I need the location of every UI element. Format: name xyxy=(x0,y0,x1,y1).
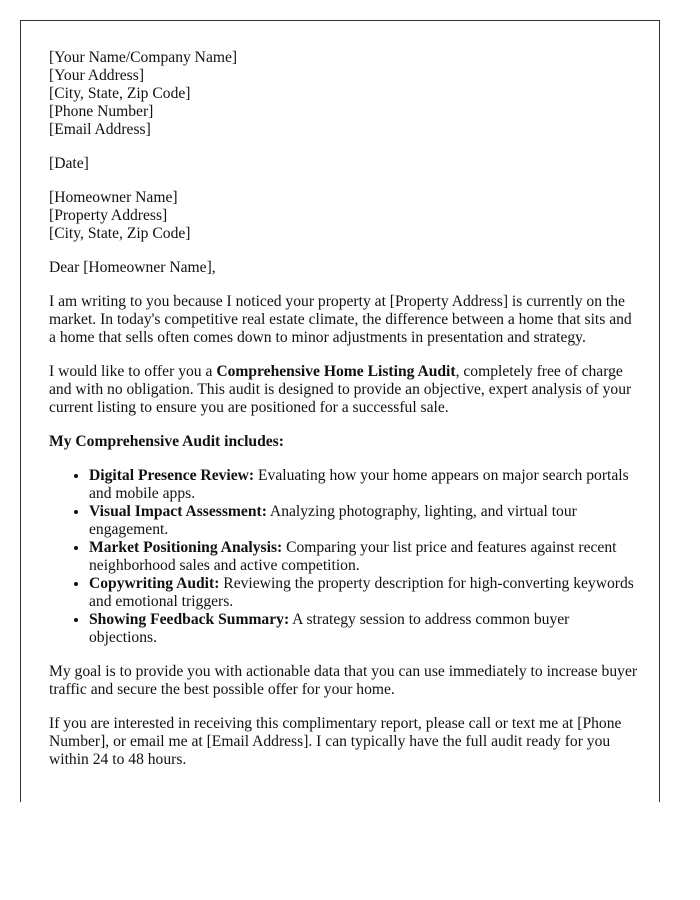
offer-prefix: I would like to offer you a xyxy=(49,363,217,380)
sender-city-state-zip: [City, State, Zip Code] xyxy=(49,85,191,102)
letter-date: [Date] xyxy=(49,155,89,172)
sender-block xyxy=(49,49,639,139)
letter-page xyxy=(20,20,660,802)
list-item xyxy=(89,575,639,611)
goal-paragraph: My goal is to provide you with actionable data that you can use immediately to increase buyer traffic and secure the best possible offer for your home. xyxy=(49,663,638,698)
offer-title: Comprehensive Home Listing Audit xyxy=(216,363,456,380)
list-item xyxy=(89,467,639,503)
item-text: Analyzing photography, lighting, and virtual tour engagement. xyxy=(89,503,577,538)
recipient-block xyxy=(49,189,639,243)
item-text: Reviewing the property description for high-converting keywords and emotional triggers. xyxy=(89,575,634,610)
recipient-address: [Property Address] xyxy=(49,207,168,224)
list-item xyxy=(89,503,639,539)
sender-phone: [Phone Number] xyxy=(49,103,154,120)
sender-address: [Your Address] xyxy=(49,67,145,84)
recipient-city-state-zip: [City, State, Zip Code] xyxy=(49,225,191,242)
item-title: Digital Presence Review: xyxy=(89,467,255,484)
sender-email: [Email Address] xyxy=(49,121,151,138)
item-text: Comparing your list price and features against recent neighborhood sales and active competition. xyxy=(89,539,617,574)
contact-paragraph: If you are interested in receiving this complimentary report, please call or text me at [Phone Number], or email me at [Email Address]. I can typically have the full audit ready for you within 24 to 48 hours. xyxy=(49,715,622,768)
includes-heading-text: My Comprehensive Audit includes: xyxy=(49,433,284,450)
item-title: Market Positioning Analysis: xyxy=(89,539,283,556)
letter-content xyxy=(49,49,639,785)
audit-items-list xyxy=(49,467,639,647)
item-title: Showing Feedback Summary: xyxy=(89,611,290,628)
item-text: Evaluating how your home appears on major search portals and mobile apps. xyxy=(89,467,629,502)
item-title: Visual Impact Assessment: xyxy=(89,503,267,520)
item-text: A strategy session to address common buyer objections. xyxy=(89,611,570,646)
recipient-name: [Homeowner Name] xyxy=(49,189,178,206)
intro-paragraph: I am writing to you because I noticed your property at [Property Address] is currently on the market. In today's competitive real estate climate, the difference between a home that sits and a home that sells often comes down to minor adjustments in presentation and strategy. xyxy=(49,293,632,346)
sender-name: [Your Name/Company Name] xyxy=(49,49,238,66)
offer-suffix: , completely free of charge and with no obligation. This audit is designed to provide an objective, expert analysis of your current listing to ensure you are positioned for a successful sale. xyxy=(49,363,632,416)
includes-heading xyxy=(49,433,639,451)
list-item xyxy=(89,611,639,647)
item-title: Copywriting Audit: xyxy=(89,575,220,592)
list-item xyxy=(89,539,639,575)
offer-paragraph xyxy=(49,363,639,417)
salutation: Dear [Homeowner Name], xyxy=(49,259,216,276)
date-block xyxy=(49,155,639,173)
